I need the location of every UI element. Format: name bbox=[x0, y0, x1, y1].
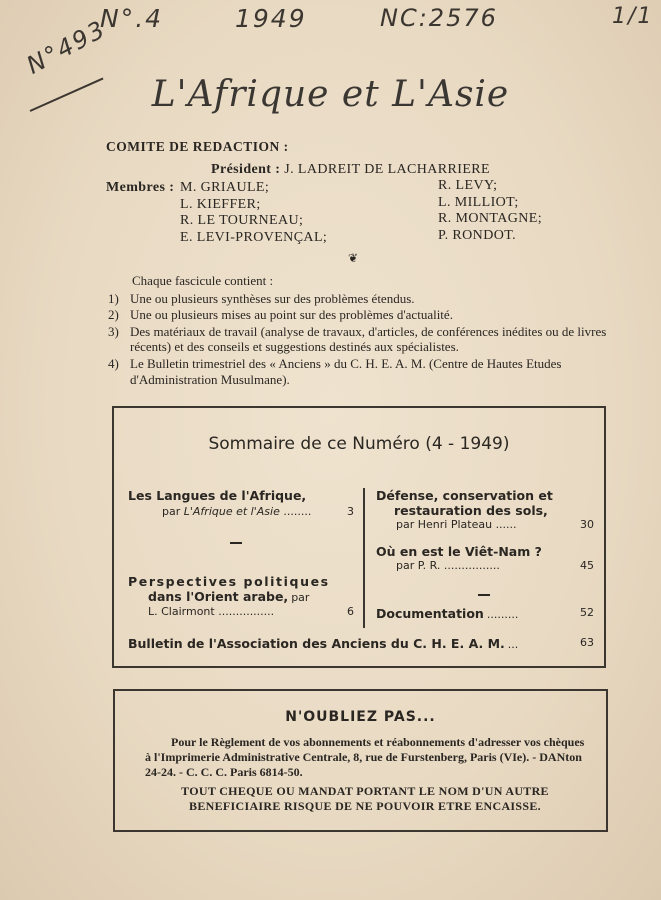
toc-entry-page: 45 bbox=[580, 559, 594, 572]
contents-intro: Chaque fascicule contient : bbox=[132, 273, 274, 288]
member-name: M. GRIAULE; bbox=[180, 180, 270, 195]
toc-entry-title-line1: Défense, conservation et bbox=[376, 488, 553, 503]
toc-entry-author: Henri Plateau bbox=[417, 518, 493, 531]
toc-entry-title-line2: dans l'Orient arabe, bbox=[148, 589, 289, 604]
toc-entry-title: Où en est le Viêt-Nam ? bbox=[376, 544, 542, 559]
reminder-box bbox=[113, 689, 608, 832]
reminder-heading: N'OUBLIEZ PAS... bbox=[285, 709, 436, 725]
members-left-column bbox=[180, 180, 327, 246]
member-name: R. LE TOURNEAU; bbox=[180, 213, 304, 228]
handwritten-issue-number: N°.4 bbox=[100, 4, 164, 33]
contents-item bbox=[108, 324, 608, 355]
member-name: R. LEVY; bbox=[438, 178, 498, 193]
toc-entry-dots: ........ bbox=[283, 505, 312, 518]
committee-heading: COMITE DE REDACTION : bbox=[106, 139, 289, 154]
toc-entry-dots: ......... bbox=[486, 608, 519, 621]
item-text: Une ou plusieurs synthèses sur des problèmes étendus. bbox=[130, 290, 415, 306]
toc-entry bbox=[376, 544, 594, 572]
toc-entry-page: 30 bbox=[580, 518, 594, 531]
item-number: 1) bbox=[108, 290, 119, 306]
item-text: Une ou plusieurs mises au point sur des problèmes d'actualité. bbox=[130, 307, 453, 323]
toc-bulletin-entry bbox=[128, 636, 594, 652]
president-label: Président : bbox=[211, 162, 281, 177]
toc-entry bbox=[376, 488, 594, 531]
toc-entry-author: L'Afrique et l'Asie bbox=[183, 505, 280, 518]
ornament-icon: ❦ bbox=[348, 251, 359, 265]
handwritten-year: 1949 bbox=[235, 4, 307, 33]
handwritten-reference: N°493 bbox=[22, 14, 111, 80]
toc-entry-title-line1: Perspectives politiques bbox=[128, 574, 330, 589]
summary-title: Sommaire de ce Numéro (4 - 1949) bbox=[208, 434, 510, 454]
item-text: Des matériaux de travail (analyse de travaux, d'articles, de conférences inédites ou de livres récents) et des conseils et suggestions destinés aux spécialistes. bbox=[130, 323, 607, 355]
handwritten-nc-code: NC:2576 bbox=[380, 4, 498, 32]
reminder-paragraph bbox=[145, 735, 585, 780]
toc-entry-by: par bbox=[162, 505, 181, 518]
toc-entry-title: Les Langues de l'Afrique, bbox=[128, 488, 307, 503]
toc-entry-author: P. R. bbox=[417, 559, 441, 572]
toc-entry-page: 6 bbox=[347, 605, 354, 618]
toc-entry-page: 52 bbox=[580, 606, 594, 619]
toc-entry-by: par bbox=[396, 559, 415, 572]
handwritten-fraction: 1/1 bbox=[612, 4, 654, 29]
toc-entry-dots: ...... bbox=[495, 518, 517, 531]
item-text: Le Bulletin trimestriel des « Anciens » du C. H. E. A. M. (Centre de Hautes Etudes d'Administration Musulmane). bbox=[130, 355, 562, 387]
toc-entry bbox=[376, 606, 594, 622]
separator-dash bbox=[230, 542, 242, 544]
president-line bbox=[211, 162, 490, 178]
toc-entry bbox=[128, 574, 358, 618]
toc-entry-author: L. Clairmont bbox=[148, 605, 215, 618]
toc-entry-by: par bbox=[396, 518, 415, 531]
toc-entry-page: 3 bbox=[347, 505, 354, 518]
toc-entry-dots: ................ bbox=[443, 559, 500, 572]
contents-item bbox=[108, 307, 608, 323]
member-name: P. RONDOT. bbox=[438, 227, 517, 243]
summary-box bbox=[112, 406, 606, 668]
contents-item bbox=[108, 356, 608, 387]
item-number: 2) bbox=[108, 307, 119, 323]
contents-item bbox=[108, 291, 608, 307]
item-number: 3) bbox=[108, 323, 119, 339]
toc-entry-by: par bbox=[291, 591, 310, 604]
toc-entry-title: Documentation bbox=[376, 606, 484, 621]
toc-entry-dots: ... bbox=[507, 638, 519, 651]
toc-entry-page: 63 bbox=[580, 636, 594, 649]
reminder-paragraph-text: Pour le Règlement de vos abonnements et réabonnements d'adresser vos chèques à l'Imprimerie Administrative Centrale, 8, rue de Furstenberg, Paris (VIe). - DANton 24-24. - C. C. C. Paris 6814-50. bbox=[145, 735, 585, 779]
column-divider bbox=[363, 488, 365, 628]
toc-entry-title: Bulletin de l'Association des Anciens du C. H. E. A. M. bbox=[128, 636, 505, 651]
item-number: 4) bbox=[108, 355, 119, 371]
member-name: R. MONTAGNE; bbox=[438, 211, 543, 226]
toc-entry bbox=[128, 488, 358, 518]
reminder-warning: TOUT CHEQUE OU MANDAT PORTANT LE NOM D'UN AUTRE BENEFICIAIRE RISQUE DE NE POUVOIR ETRE ENCAISSE. bbox=[181, 784, 549, 813]
separator-dash bbox=[478, 594, 490, 596]
toc-entry-title-line2: restauration des sols, bbox=[394, 503, 548, 518]
member-name: E. LEVI-PROVENÇAL; bbox=[180, 229, 328, 245]
member-name: L. MILLIOT; bbox=[438, 194, 519, 210]
member-name: L. KIEFFER; bbox=[180, 196, 261, 212]
fascicule-contents bbox=[108, 273, 608, 388]
toc-entry-dots: ................ bbox=[218, 605, 275, 618]
members-label: Membres : bbox=[106, 180, 175, 195]
members-right-column bbox=[438, 178, 542, 244]
president-name: J. LADREIT DE LACHARRIERE bbox=[284, 162, 490, 177]
journal-title: L'Afrique et L'Asie bbox=[151, 74, 510, 115]
